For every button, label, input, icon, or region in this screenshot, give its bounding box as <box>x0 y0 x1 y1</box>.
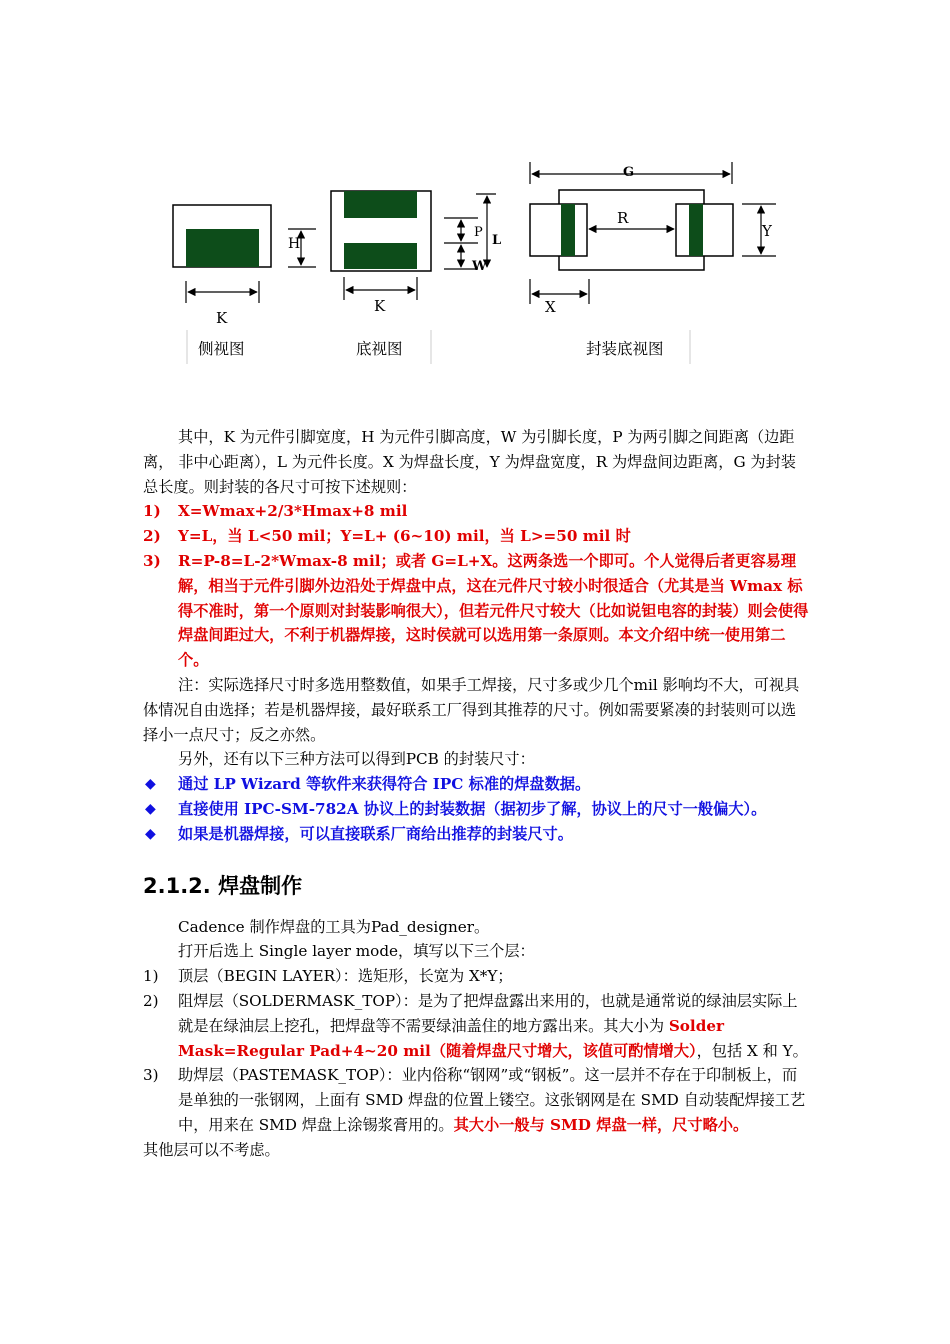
note-paragraph: 注：实际选择尺寸时多选用整数值，如果手工焊接，尺寸多或少几个mil 影响均不大，可视具体情况自由选择；若是机器焊接，最好联系工厂得到其推荐的尺寸。例如需要紧凑的封装则可以选择小一点尺寸；反之亦然。 <box>143 675 800 744</box>
bottom-view <box>331 191 501 364</box>
intro-paragraph: 其中，K 为元件引脚宽度，H 为元件引脚高度，W 为引脚长度，P 为两引脚之间距离（边距离， 非中心距离），L 为元件长度。X 为焊盘长度，Y 为焊盘宽度，R 为焊盘间边距离，G 为封装总长度。则封装的各尺寸可按下述规则： <box>143 428 796 496</box>
bottom-lead-bottom <box>344 243 417 269</box>
diamond-bullet-icon: ◆ <box>145 776 156 793</box>
diamond-bullet-icon: ◆ <box>145 825 156 842</box>
bottom-lead-top <box>344 191 417 218</box>
rule-2: 2) Y=L，当 L<50 mil；Y=L+ (6~10) mil，当 L>=50 mil 时 <box>143 527 631 546</box>
bullet-item: ◆ 直接使用 IPC-SM-782A 协议上的封装数据（据初步了解，协议上的尺寸一般偏大）。 <box>143 797 809 822</box>
bottom-view-caption: 底视图 <box>356 340 403 358</box>
layer-2: 2) 阻焊层（SOLDERMASK_TOP）：是为了把焊盘露出来用的，也就是通常说的绿油层实际上就是在绿油层上挖孔，把焊盘等不需要绿油盖住的地方露出来。其大小为 Solder Mask=Regular Pad+4~20 mil（随着焊盘尺寸增大，该值可酌情增大），包括 X 和 Y。 <box>143 991 808 1060</box>
bullet-item: ◆ 通过 LP Wizard 等软件来获得符合 IPC 标准的焊盘数据。 <box>143 772 809 797</box>
rule-3: 3) R=P-8=L-2*Wmax-8 mil；或者 G=L+X。这两条选一个即可。个人觉得后者更容易理解，相当于元件引脚外边沿处于焊盘中点，这在元件尺寸较小时很适合（尤其是当 Wmax 标得不准时，第一个原则对封装影响很大），但若元件尺寸较大（比如说钽电容的封装）则会使得焊盘间距过大，不利于机器焊接，这时侯就可以选用第一条原则。本文介绍中统一使用第二个。 <box>143 551 809 670</box>
layer-1: 1) 顶层（BEGIN LAYER）：选矩形，长宽为 X*Y； <box>143 967 513 986</box>
layer-3: 3) 助焊层（PASTEMASK_TOP）：业内俗称“钢网”或“钢板”。这一层并不存在于印制板上，而是单独的一张钢网，上面有 SMD 焊盘的位置上镂空。这张钢网是在 SMD 自动装配焊接工艺中，用来在 SMD 焊盘上涂锡浆膏用的。其大小一般与 SMD 焊盘一样，尺寸略小。 <box>143 1066 806 1134</box>
package-dimension-diagram <box>0 0 950 380</box>
bullet-item: ◆ 如果是机器焊接，可以直接联系厂商给出推荐的封装尺寸。 <box>143 822 809 847</box>
bottom-w-label: W <box>472 259 487 274</box>
side-view-caption: 侧视图 <box>198 340 245 358</box>
footprint-g-label: G <box>623 165 635 180</box>
bottom-k-label: K <box>374 297 386 315</box>
footprint-view-caption: 封装底视图 <box>586 340 664 358</box>
side-lead <box>186 229 259 267</box>
bottom-p-label: P <box>474 225 483 240</box>
footprint-r-label: R <box>617 209 629 227</box>
rule-1: 1) X=Wmax+2/3*Hmax+8 mil <box>143 502 408 521</box>
footprint-x-label: X <box>545 298 556 316</box>
footprint-y-label: Y <box>762 222 772 240</box>
closing-line: 其他层可以不考虑。 <box>143 1140 280 1159</box>
open-line: 打开后选上 Single layer mode，填写以下三个层： <box>178 942 535 961</box>
cadence-line: Cadence 制作焊盘的工具为Pad_designer。 <box>178 917 490 936</box>
side-k-label: K <box>216 309 228 327</box>
footprint-lead-left <box>561 204 575 256</box>
section-heading: 2.1.2. 焊盘制作 <box>143 873 303 898</box>
other-methods-line: 另外，还有以下三种方法可以得到PCB 的封装尺寸： <box>178 750 535 769</box>
footprint-pad-right <box>676 204 733 256</box>
side-view <box>173 205 316 364</box>
document-body <box>143 425 809 1163</box>
footprint-pad-left <box>530 204 587 256</box>
footprint-view <box>530 162 776 364</box>
footprint-lead-right <box>689 204 703 256</box>
diamond-bullet-icon: ◆ <box>145 800 156 817</box>
side-h-label: H <box>288 236 301 252</box>
bottom-l-label: L <box>492 233 502 248</box>
